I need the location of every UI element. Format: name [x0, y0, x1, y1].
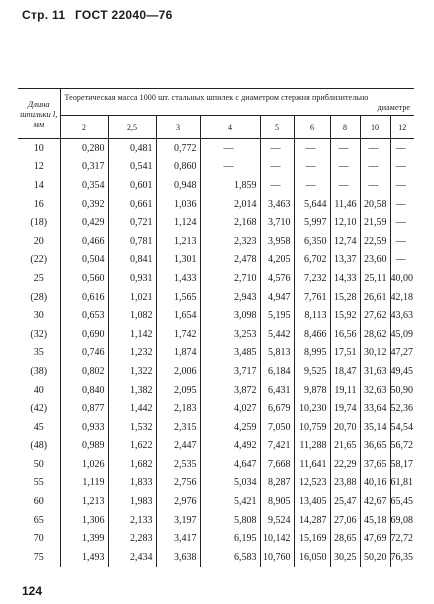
- mass-cell: 43,63: [390, 306, 414, 325]
- length-cell: 55: [18, 474, 60, 493]
- mass-cell: 0,317: [82, 161, 105, 173]
- table-row: [18, 251, 414, 270]
- mass-cell: 0,721: [108, 213, 156, 232]
- mass-cell: 4,947: [260, 288, 294, 307]
- mass-cell: 3,417: [156, 529, 200, 548]
- mass-cell: 1,124: [156, 213, 200, 232]
- mass-cell: 22,59: [360, 232, 390, 251]
- mass-cell: 4,492: [200, 437, 260, 456]
- mass-cell: 3,098: [200, 306, 260, 325]
- mass-cell: 8,905: [260, 492, 294, 511]
- mass-cell: 6,184: [260, 362, 294, 381]
- length-cell: 60: [18, 492, 60, 511]
- mass-cell: 42,18: [390, 288, 414, 307]
- mass-cell: 47,69: [360, 529, 390, 548]
- mass-cell: 3,958: [260, 232, 294, 251]
- mass-cell: 3,717: [200, 362, 260, 381]
- mass-cell: 7,761: [294, 288, 330, 307]
- mass-cell: 1,082: [108, 306, 156, 325]
- mass-cell: —: [390, 158, 414, 177]
- mass-cell: —: [294, 139, 330, 158]
- table-row: [18, 176, 414, 195]
- mass-cell: 15,169: [294, 529, 330, 548]
- table-row: [18, 325, 414, 344]
- mass-cell: 7,668: [260, 455, 294, 474]
- length-cell: (42): [18, 399, 60, 418]
- mass-cell: 27,62: [360, 306, 390, 325]
- mass-cell: 76,35: [390, 548, 414, 567]
- mass-cell: 2,315: [156, 418, 200, 437]
- mass-cell: 8,995: [294, 344, 330, 363]
- mass-cell: —: [260, 139, 294, 158]
- table-row: [18, 213, 414, 232]
- mass-cell: 65,45: [390, 492, 414, 511]
- mass-cell: 36,65: [360, 437, 390, 456]
- table-row: [18, 195, 414, 214]
- length-cell: 10: [18, 139, 60, 158]
- mass-cell: 14,33: [330, 269, 360, 288]
- mass-cell: 11,46: [330, 195, 360, 214]
- table-row: [18, 492, 414, 511]
- mass-cell: 2,943: [200, 288, 260, 307]
- mass-cell: 1,682: [108, 455, 156, 474]
- mass-cell: 7,050: [260, 418, 294, 437]
- mass-cell: 1,532: [108, 418, 156, 437]
- mass-cell: 30,25: [330, 548, 360, 567]
- mass-cell: —: [260, 176, 294, 195]
- mass-cell: 8,287: [260, 474, 294, 493]
- mass-cell: 2,014: [200, 195, 260, 214]
- mass-cell: 1,213: [82, 496, 105, 508]
- mass-cell: 1,036: [156, 195, 200, 214]
- mass-cell: 10,230: [294, 399, 330, 418]
- table-row: [18, 158, 414, 177]
- mass-cell: 0,429: [82, 217, 105, 229]
- mass-cell: 72,72: [390, 529, 414, 548]
- mass-cell: 5,808: [200, 511, 260, 530]
- mass-cell: 0,280: [82, 142, 105, 154]
- mass-cell: 6,583: [200, 548, 260, 567]
- mass-cell: 1,142: [108, 325, 156, 344]
- mass-cell: 6,702: [294, 251, 330, 270]
- mass-cell: —: [360, 139, 390, 158]
- mass-cell: 0,653: [82, 310, 105, 322]
- mass-cell: 37,65: [360, 455, 390, 474]
- mass-cell: 11,288: [294, 437, 330, 456]
- mass-cell: 0,392: [82, 198, 105, 210]
- mass-cell: 2,434: [108, 548, 156, 567]
- mass-cell: —: [200, 139, 260, 158]
- table-row: [18, 232, 414, 251]
- mass-cell: 1,742: [156, 325, 200, 344]
- length-cell: (28): [18, 288, 60, 307]
- mass-cell: 10,760: [260, 548, 294, 567]
- mass-cell: 5,195: [260, 306, 294, 325]
- mass-cell: 19,11: [330, 381, 360, 400]
- mass-cell: —: [390, 251, 414, 270]
- mass-cell: 6,431: [260, 381, 294, 400]
- length-cell: (48): [18, 437, 60, 456]
- table-row: [18, 474, 414, 493]
- diameter-header: 8: [330, 116, 360, 139]
- mass-cell: 0,504: [82, 254, 105, 266]
- mass-cell: —: [330, 139, 360, 158]
- mass-cell: 3,253: [200, 325, 260, 344]
- table-row: [18, 344, 414, 363]
- mass-cell: 0,541: [108, 158, 156, 177]
- mass-cell: 1,874: [156, 344, 200, 363]
- diameter-header: 12: [390, 116, 414, 139]
- mass-cell: 19,74: [330, 399, 360, 418]
- table-row: [18, 511, 414, 530]
- mass-cell: 0,616: [82, 291, 105, 303]
- mass-cell: 0,466: [82, 235, 105, 247]
- diameter-header: 2,5: [108, 116, 156, 139]
- mass-cell: 28,62: [360, 325, 390, 344]
- table-caption: [60, 89, 414, 116]
- mass-cell: 9,525: [294, 362, 330, 381]
- mass-cell: 1,021: [108, 288, 156, 307]
- mass-cell: 9,524: [260, 511, 294, 530]
- mass-cell: 5,644: [294, 195, 330, 214]
- mass-cell: 1,301: [156, 251, 200, 270]
- mass-cell: 1,433: [156, 269, 200, 288]
- mass-cell: 3,872: [200, 381, 260, 400]
- diameter-header: 6: [294, 116, 330, 139]
- mass-cell: 40,00: [390, 269, 414, 288]
- mass-cell: 4,259: [200, 418, 260, 437]
- mass-cell: 12,10: [330, 213, 360, 232]
- mass-cell: 4,647: [200, 455, 260, 474]
- length-cell: 70: [18, 529, 60, 548]
- mass-cell: 1,382: [108, 381, 156, 400]
- mass-cell: 20,58: [360, 195, 390, 214]
- mass-cell: 2,283: [108, 529, 156, 548]
- mass-cell: 58,17: [390, 455, 414, 474]
- page-label: Стр. 11: [22, 8, 66, 22]
- mass-cell: 8,113: [294, 306, 330, 325]
- mass-cell: 15,28: [330, 288, 360, 307]
- mass-cell: 2,710: [200, 269, 260, 288]
- mass-cell: 9,878: [294, 381, 330, 400]
- mass-cell: 1,565: [156, 288, 200, 307]
- mass-cell: 1,622: [108, 437, 156, 456]
- mass-cell: 5,442: [260, 325, 294, 344]
- caption-line2: диаметре: [377, 103, 411, 112]
- mass-cell: 30,12: [360, 344, 390, 363]
- mass-cell: 0,860: [156, 158, 200, 177]
- mass-cell: —: [360, 176, 390, 195]
- length-column-header: Длина шпильки l, мм: [18, 89, 60, 139]
- mass-cell: 52,36: [390, 399, 414, 418]
- mass-cell: 15,92: [330, 306, 360, 325]
- mass-cell: 6,679: [260, 399, 294, 418]
- mass-cell: 3,485: [200, 344, 260, 363]
- mass-cell: 69,08: [390, 511, 414, 530]
- mass-cell: —: [294, 158, 330, 177]
- length-cell: (22): [18, 251, 60, 270]
- mass-cell: 0,481: [108, 139, 156, 158]
- mass-cell: 4,205: [260, 251, 294, 270]
- mass-cell: 0,933: [82, 421, 105, 433]
- mass-cell: 25,47: [330, 492, 360, 511]
- table-row: [18, 362, 414, 381]
- mass-cell: —: [200, 158, 260, 177]
- length-cell: 14: [18, 176, 60, 195]
- length-cell: 45: [18, 418, 60, 437]
- mass-cell: 5,997: [294, 213, 330, 232]
- length-cell: 65: [18, 511, 60, 530]
- mass-cell: 56,72: [390, 437, 414, 456]
- mass-cell: 21,65: [330, 437, 360, 456]
- mass-cell: —: [330, 176, 360, 195]
- mass-cell: 3,710: [260, 213, 294, 232]
- mass-cell: 0,354: [82, 179, 105, 191]
- mass-cell: 4,576: [260, 269, 294, 288]
- table-row: [18, 437, 414, 456]
- mass-cell: 22,29: [330, 455, 360, 474]
- diameter-header: 2: [60, 116, 108, 139]
- mass-cell: 1,322: [108, 362, 156, 381]
- mass-cell: —: [390, 232, 414, 251]
- mass-cell: 4,027: [200, 399, 260, 418]
- mass-cell: 3,638: [156, 548, 200, 567]
- mass-cell: 1,859: [200, 176, 260, 195]
- mass-cell: 20,70: [330, 418, 360, 437]
- mass-cell: 2,323: [200, 232, 260, 251]
- table-body: [18, 139, 414, 567]
- mass-cell: 27,06: [330, 511, 360, 530]
- diameter-header: 5: [260, 116, 294, 139]
- mass-cell: 23,88: [330, 474, 360, 493]
- mass-cell: —: [390, 195, 414, 214]
- length-cell: 35: [18, 344, 60, 363]
- mass-cell: 35,14: [360, 418, 390, 437]
- mass-cell: 23,60: [360, 251, 390, 270]
- mass-cell: 42,67: [360, 492, 390, 511]
- mass-cell: 1,213: [156, 232, 200, 251]
- mass-cell: 1,119: [82, 477, 105, 489]
- mass-cell: 2,168: [200, 213, 260, 232]
- mass-cell: 0,661: [108, 195, 156, 214]
- mass-cell: —: [360, 158, 390, 177]
- length-cell: 75: [18, 548, 60, 567]
- mass-cell: 8,466: [294, 325, 330, 344]
- mass-cell: 0,772: [156, 139, 200, 158]
- mass-cell: 11,641: [294, 455, 330, 474]
- page-header: [22, 8, 179, 22]
- mass-cell: 0,690: [82, 328, 105, 340]
- standard-code: ГОСТ 22040—76: [74, 8, 173, 22]
- mass-cell: 50,20: [360, 548, 390, 567]
- mass-cell: 2,756: [156, 474, 200, 493]
- mass-cell: 0,989: [82, 440, 105, 452]
- mass-cell: 5,813: [260, 344, 294, 363]
- table-row: [18, 139, 414, 158]
- diameter-header: 3: [156, 116, 200, 139]
- mass-cell: 3,197: [156, 511, 200, 530]
- mass-cell: 0,802: [82, 365, 105, 377]
- mass-cell: 5,034: [200, 474, 260, 493]
- mass-cell: —: [390, 139, 414, 158]
- mass-cell: 0,931: [108, 269, 156, 288]
- mass-cell: 13,37: [330, 251, 360, 270]
- mass-cell: 1,232: [108, 344, 156, 363]
- mass-cell: 2,183: [156, 399, 200, 418]
- mass-cell: 2,447: [156, 437, 200, 456]
- mass-cell: —: [294, 176, 330, 195]
- mass-cell: 1,654: [156, 306, 200, 325]
- mass-cell: 1,306: [82, 514, 105, 526]
- mass-cell: —: [260, 158, 294, 177]
- mass-cell: 17,51: [330, 344, 360, 363]
- table-row: [18, 381, 414, 400]
- mass-cell: 61,81: [390, 474, 414, 493]
- mass-cell: 32,63: [360, 381, 390, 400]
- mass-cell: 0,781: [108, 232, 156, 251]
- mass-cell: —: [390, 213, 414, 232]
- mass-cell: 31,63: [360, 362, 390, 381]
- mass-table: [18, 88, 414, 567]
- length-cell: 12: [18, 158, 60, 177]
- length-cell: 30: [18, 306, 60, 325]
- mass-cell: 54,54: [390, 418, 414, 437]
- table-row: [18, 418, 414, 437]
- mass-cell: 45,18: [360, 511, 390, 530]
- mass-cell: 50,90: [390, 381, 414, 400]
- mass-cell: 10,759: [294, 418, 330, 437]
- mass-cell: 5,421: [200, 492, 260, 511]
- mass-cell: 16,050: [294, 548, 330, 567]
- mass-cell: 1,833: [108, 474, 156, 493]
- mass-cell: 1,493: [82, 551, 105, 563]
- mass-cell: 21,59: [360, 213, 390, 232]
- length-cell: (38): [18, 362, 60, 381]
- diameter-header: 10: [360, 116, 390, 139]
- mass-cell: 0,601: [108, 176, 156, 195]
- mass-cell: 6,195: [200, 529, 260, 548]
- diameter-header: 4: [200, 116, 260, 139]
- mass-cell: 10,142: [260, 529, 294, 548]
- mass-cell: 3,463: [260, 195, 294, 214]
- table-row: [18, 399, 414, 418]
- mass-cell: 33,64: [360, 399, 390, 418]
- mass-cell: 2,006: [156, 362, 200, 381]
- mass-cell: 7,232: [294, 269, 330, 288]
- mass-cell: 12,74: [330, 232, 360, 251]
- mass-cell: 1,026: [82, 458, 105, 470]
- mass-cell: —: [330, 158, 360, 177]
- length-cell: 25: [18, 269, 60, 288]
- length-cell: 16: [18, 195, 60, 214]
- mass-cell: 18,47: [330, 362, 360, 381]
- mass-cell: 2,133: [108, 511, 156, 530]
- mass-cell: 12,523: [294, 474, 330, 493]
- mass-cell: 16,56: [330, 325, 360, 344]
- mass-cell: 1,399: [82, 533, 105, 545]
- mass-cell: 0,840: [82, 384, 105, 396]
- mass-cell: 45,09: [390, 325, 414, 344]
- mass-cell: 6,350: [294, 232, 330, 251]
- mass-cell: 47,27: [390, 344, 414, 363]
- table-row: [18, 306, 414, 325]
- mass-cell: 28,65: [330, 529, 360, 548]
- length-cell: (18): [18, 213, 60, 232]
- mass-cell: 14,287: [294, 511, 330, 530]
- mass-cell: 0,560: [82, 272, 105, 284]
- length-cell: 20: [18, 232, 60, 251]
- mass-cell: 49,45: [390, 362, 414, 381]
- length-cell: (32): [18, 325, 60, 344]
- mass-cell: 13,405: [294, 492, 330, 511]
- table-row: [18, 529, 414, 548]
- mass-cell: 25,11: [360, 269, 390, 288]
- mass-cell: 7,421: [260, 437, 294, 456]
- mass-cell: 1,442: [108, 399, 156, 418]
- mass-cell: 0,841: [108, 251, 156, 270]
- table-row: [18, 269, 414, 288]
- mass-cell: 26,61: [360, 288, 390, 307]
- mass-cell: —: [390, 176, 414, 195]
- table-row: [18, 288, 414, 307]
- mass-cell: 2,478: [200, 251, 260, 270]
- page-number: 124: [22, 584, 43, 598]
- mass-cell: 2,976: [156, 492, 200, 511]
- mass-cell: 40,16: [360, 474, 390, 493]
- mass-cell: 1,983: [108, 492, 156, 511]
- diameter-header-row: [18, 116, 414, 139]
- length-cell: 40: [18, 381, 60, 400]
- length-cell: 50: [18, 455, 60, 474]
- mass-cell: 0,746: [82, 347, 105, 359]
- table-row: [18, 548, 414, 567]
- mass-cell: 2,535: [156, 455, 200, 474]
- mass-cell: 0,948: [156, 176, 200, 195]
- mass-cell: 2,095: [156, 381, 200, 400]
- mass-cell: 0,877: [82, 403, 105, 415]
- caption-line1: Теоретическая масса 1000 шт. стальных шпилек с диаметром стержня приблизительно: [64, 93, 369, 102]
- table-row: [18, 455, 414, 474]
